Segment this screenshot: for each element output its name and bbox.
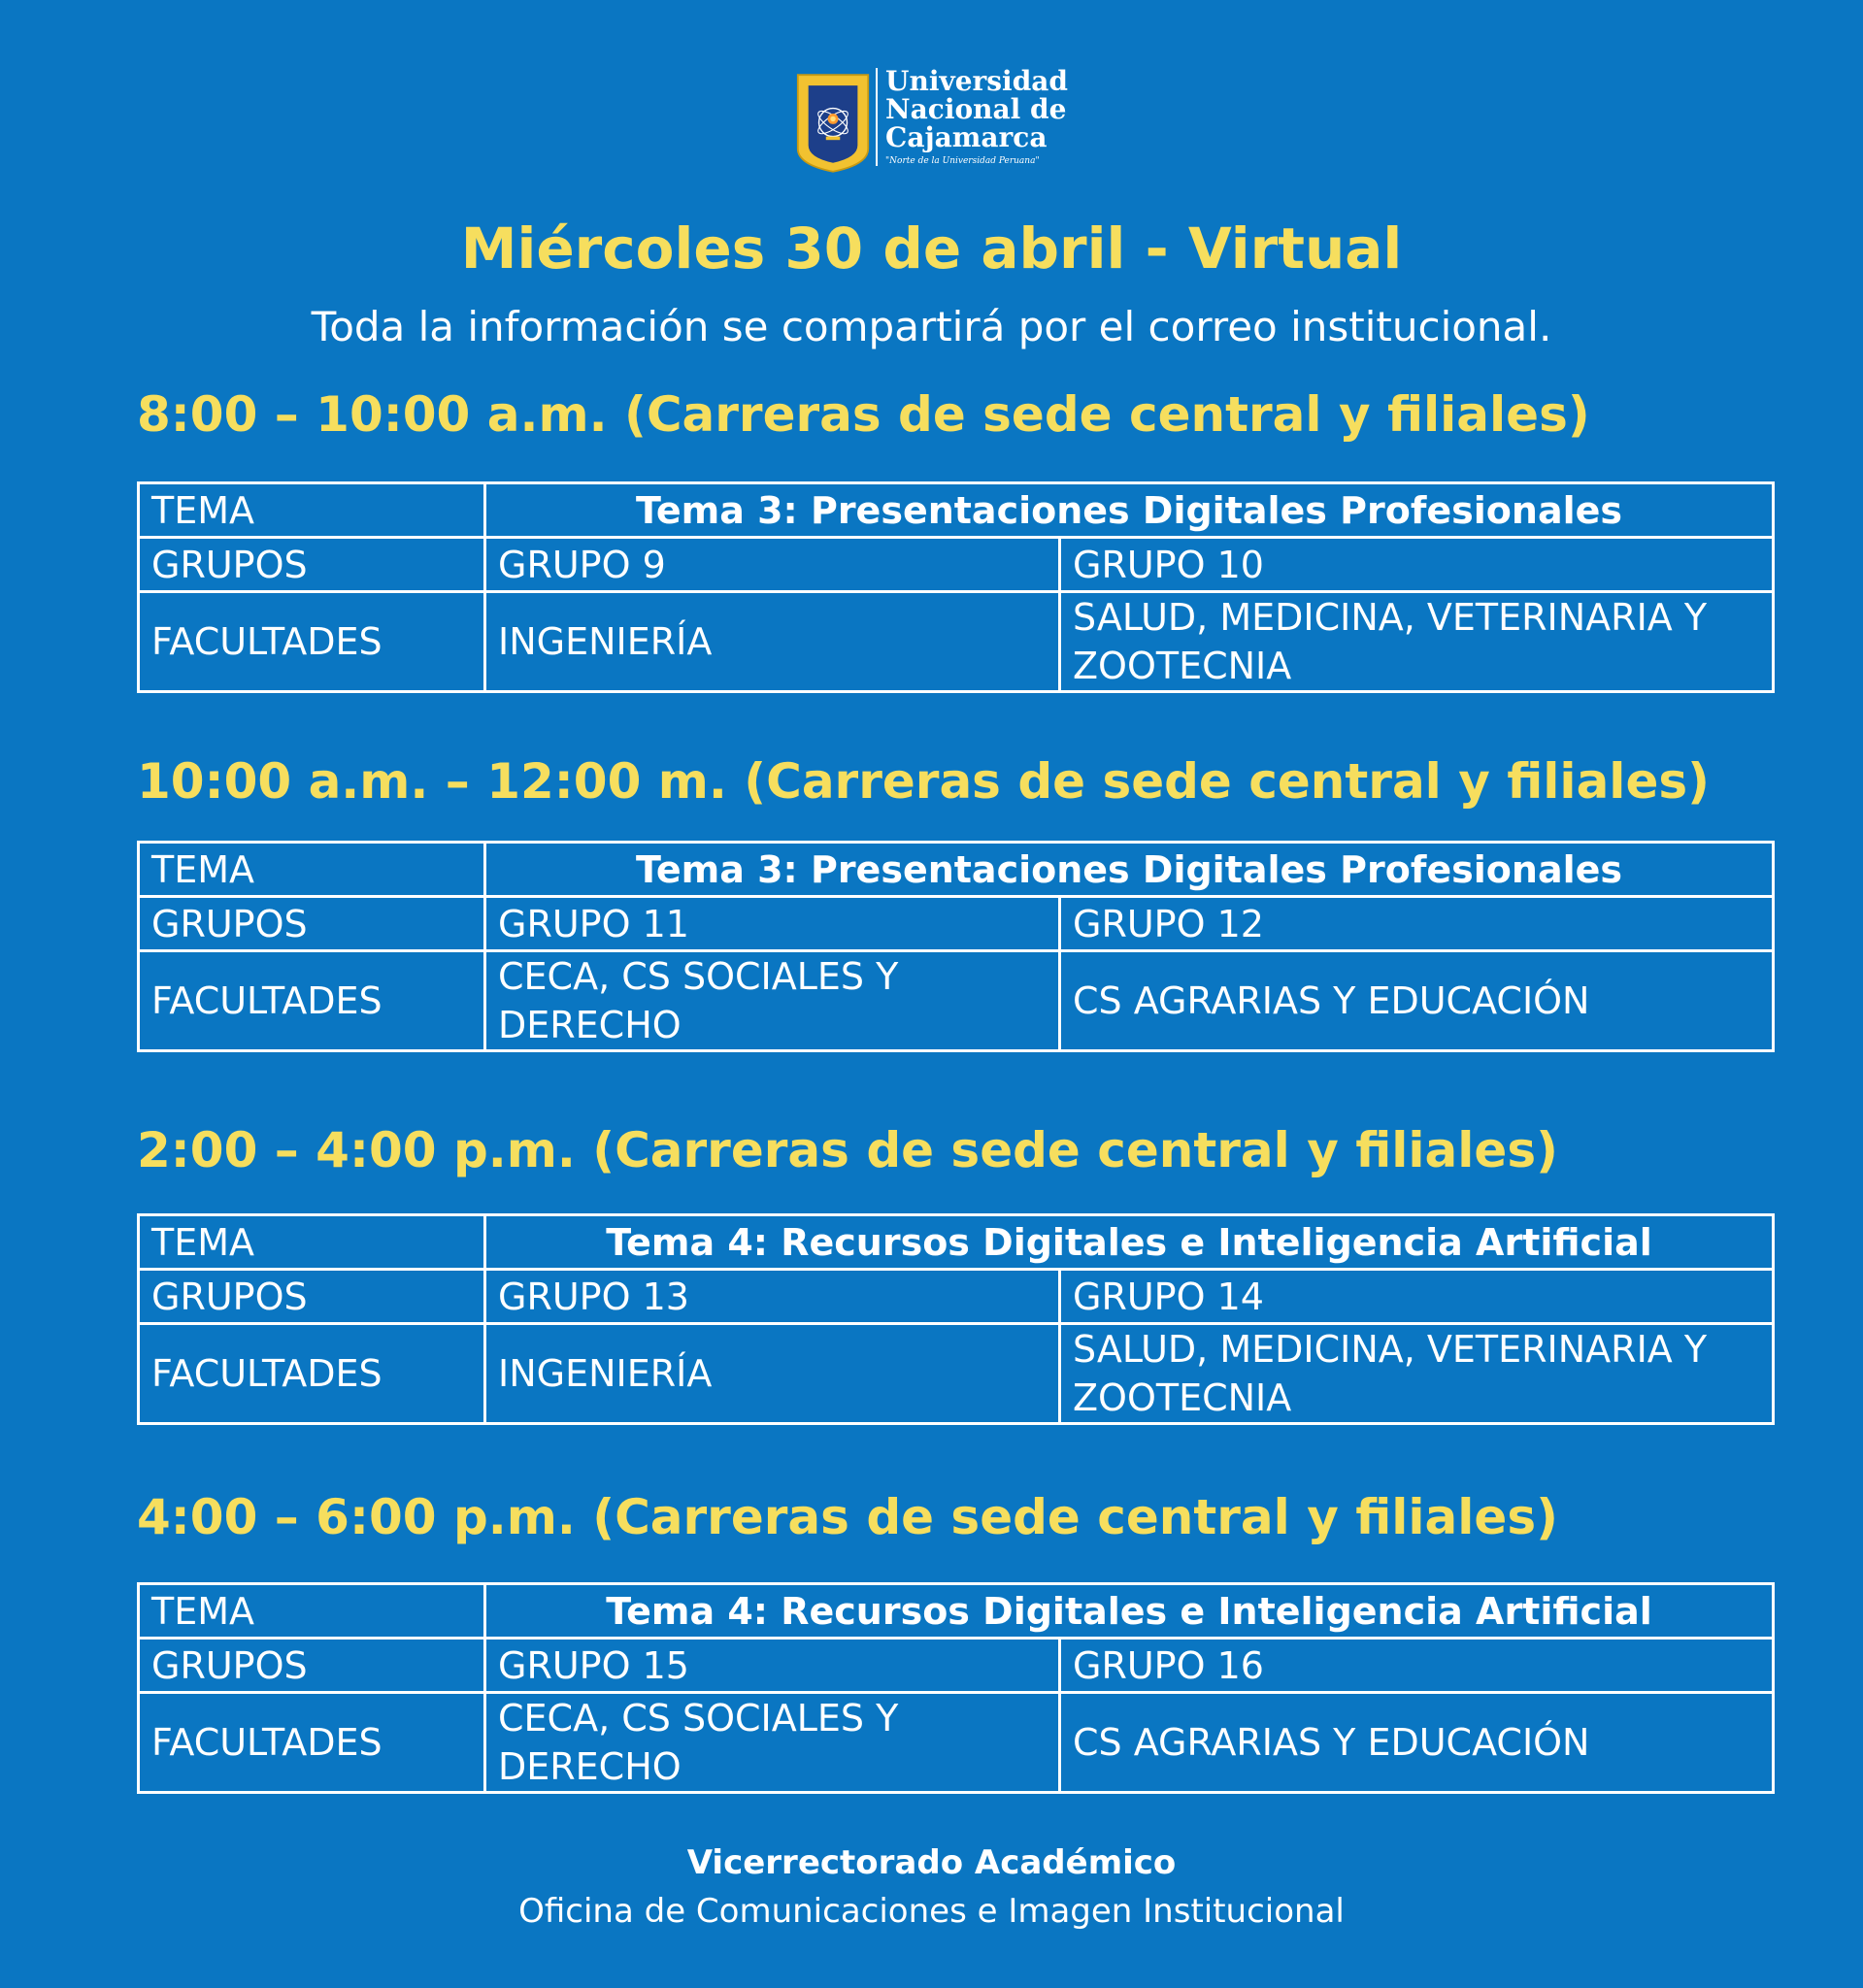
table-row [139,843,1774,897]
tema-label: TEMA [139,843,485,897]
tema-label: TEMA [139,483,485,538]
grupo-cell: GRUPO 13 [485,1270,1060,1324]
footer-office: Oficina de Comunicaciones e Imagen Institucional [518,1892,1345,1931]
table-row [139,951,1774,1051]
grupo-cell: GRUPO 16 [1060,1639,1774,1693]
grupo-cell: GRUPO 14 [1060,1270,1774,1324]
section-time-title: 2:00 – 4:00 p.m. (Carreras de sede central y filiales) [137,1122,1558,1178]
logo-name-line1: Universidad [885,65,1068,97]
grupo-cell: GRUPO 10 [1060,538,1774,592]
grupo-cell: GRUPO 15 [485,1639,1060,1693]
logo-name-line3: Cajamarca [885,121,1048,153]
tema-value: Tema 4: Recursos Digitales e Inteligencia Artificial [485,1584,1774,1639]
facultad-cell: SALUD, MEDICINA, VETERINARIA Y ZOOTECNIA [1060,1324,1774,1424]
facultades-label: FACULTADES [139,951,485,1051]
footer-department: Vicerrectorado Académico [686,1843,1177,1882]
facultades-label: FACULTADES [139,1324,485,1424]
grupo-cell: GRUPO 11 [485,897,1060,951]
facultad-cell: CECA, CS SOCIALES Y DERECHO [485,1693,1060,1793]
university-logo [796,65,1068,182]
facultad-cell: CS AGRARIAS Y EDUCACIÓN [1060,951,1774,1051]
grupos-label: GRUPOS [139,897,485,951]
grupos-label: GRUPOS [139,1270,485,1324]
tema-label: TEMA [139,1584,485,1639]
table-row [139,1639,1774,1693]
logo-motto: "Norte de la Universidad Peruana" [885,156,1040,166]
table-row [139,1270,1774,1324]
schedule-table [137,481,1775,693]
facultad-cell: CECA, CS SOCIALES Y DERECHO [485,951,1060,1051]
grupo-cell: GRUPO 9 [485,538,1060,592]
schedule-table [137,841,1775,1052]
tema-value: Tema 3: Presentaciones Digitales Profesionales [485,483,1774,538]
tema-value: Tema 3: Presentaciones Digitales Profesionales [485,843,1774,897]
facultad-cell: SALUD, MEDICINA, VETERINARIA Y ZOOTECNIA [1060,592,1774,692]
facultad-cell: INGENIERÍA [485,1324,1060,1424]
tema-value: Tema 4: Recursos Digitales e Inteligencia Artificial [485,1215,1774,1270]
section-time-title: 8:00 – 10:00 a.m. (Carreras de sede central y filiales) [137,386,1590,443]
logo-name-line2: Nacional de [885,93,1067,125]
grupo-cell: GRUPO 12 [1060,897,1774,951]
facultades-label: FACULTADES [139,592,485,692]
table-row [139,1584,1774,1639]
table-row [139,483,1774,538]
table-row [139,1324,1774,1424]
page-subtitle: Toda la información se compartirá por el correo institucional. [311,303,1552,350]
page-title: Miércoles 30 de abril - Virtual [460,215,1403,282]
facultades-label: FACULTADES [139,1693,485,1793]
facultad-cell: INGENIERÍA [485,592,1060,692]
section-time-title: 10:00 a.m. – 12:00 m. (Carreras de sede central y filiales) [137,753,1710,810]
university-seal-icon [796,68,870,179]
table-row [139,897,1774,951]
grupos-label: GRUPOS [139,1639,485,1693]
footer [0,1839,1863,1937]
grupos-label: GRUPOS [139,538,485,592]
table-row [139,592,1774,692]
table-row [139,1215,1774,1270]
table-row [139,1693,1774,1793]
facultad-cell: CS AGRARIAS Y EDUCACIÓN [1060,1693,1774,1793]
schedule-table [137,1582,1775,1794]
schedule-table [137,1213,1775,1425]
section-time-title: 4:00 – 6:00 p.m. (Carreras de sede central y filiales) [137,1489,1558,1545]
tema-label: TEMA [139,1215,485,1270]
table-row [139,538,1774,592]
